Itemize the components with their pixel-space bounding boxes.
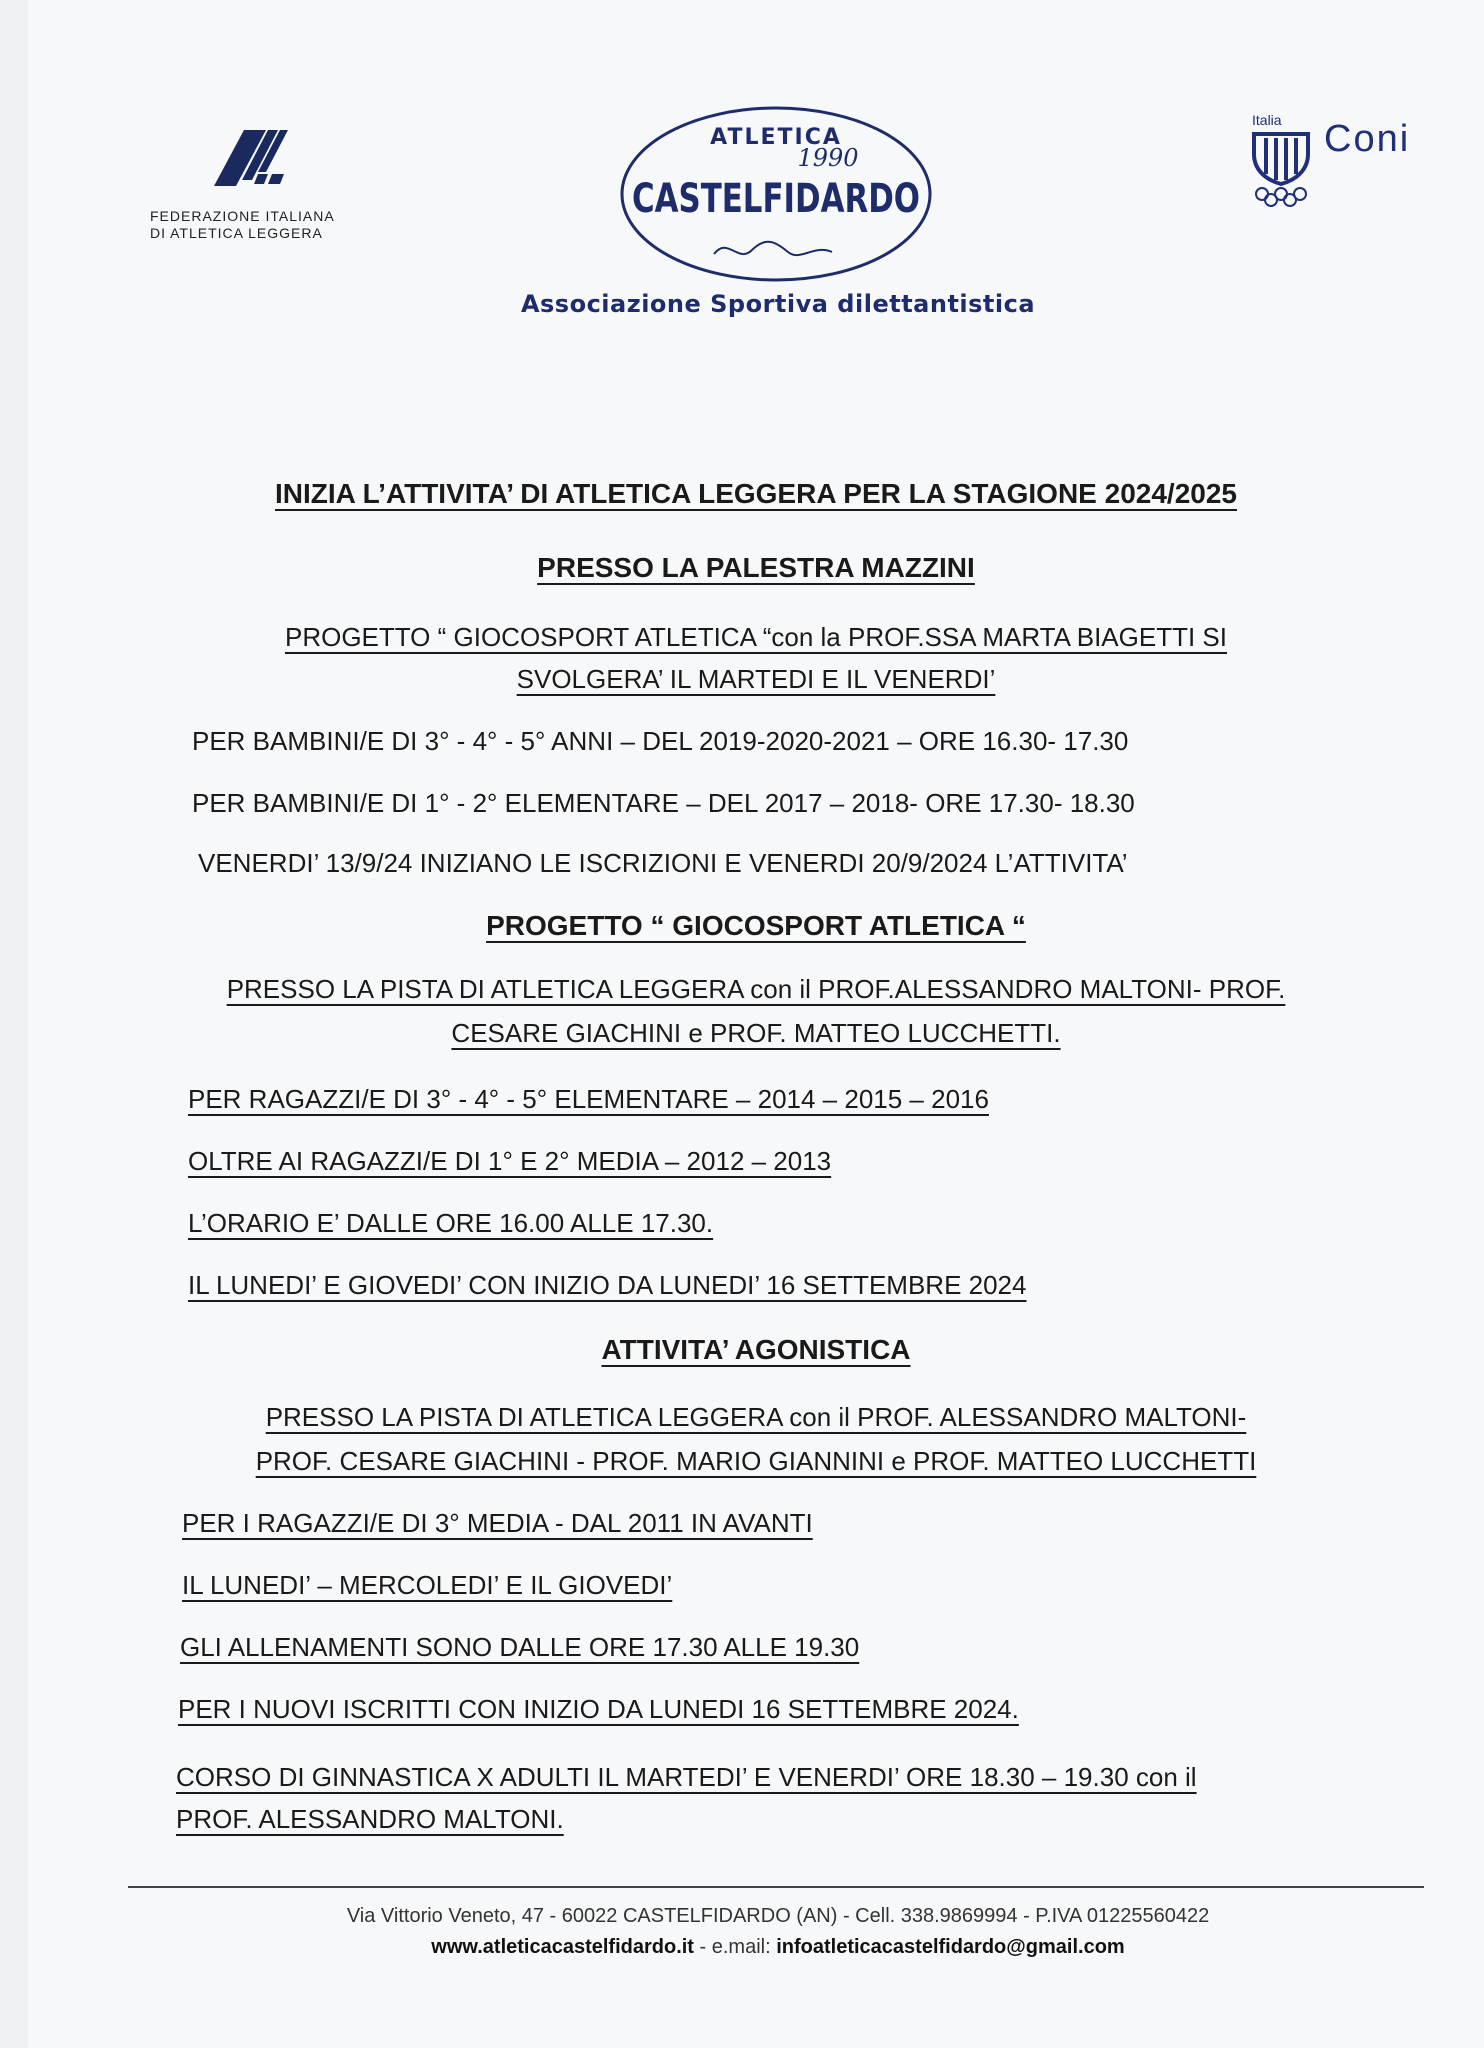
- footer-email-label: - e.mail:: [693, 1936, 777, 1958]
- fidal-name: [150, 208, 370, 242]
- signature-icon: [714, 242, 832, 255]
- pista1-line2: CESARE GIACHINI e PROF. MATTEO LUCCHETTI.: [451, 1018, 1061, 1048]
- pista1-line1: PRESSO LA PISTA DI ATLETICA LEGGERA con il PROF.ALESSANDRO MALTONI- PROF.: [226, 974, 1286, 1004]
- agonistica-heading: ATTIVITA’ AGONISTICA: [601, 1334, 911, 1365]
- fidal-logo-icon: [206, 130, 296, 208]
- lunedi-line: IL LUNEDI’ E GIOVEDI’ CON INIZIO DA LUNEDI’ 16 SETTEMBRE 2024: [188, 1270, 1027, 1300]
- footer-divider: [128, 1886, 1424, 1888]
- bambini-line2: PER BAMBINI/E DI 1° - 2° ELEMENTARE – DEL 2017 – 2018- ORE 17.30- 18.30: [192, 788, 1135, 818]
- fidal-name-line2: DI ATLETICA LEGGERA: [150, 225, 323, 241]
- flyer-page: [28, 0, 1484, 2048]
- orario-line: L’ORARIO E’ DALLE ORE 16.00 ALLE 17.30.: [188, 1208, 714, 1238]
- club-year-text: 1990: [797, 144, 859, 172]
- bambini-line1: PER BAMBINI/E DI 3° - 4° - 5° ANNI – DEL 2019-2020-2021 – ORE 16.30- 17.30: [192, 726, 1129, 756]
- progetto1-line2: SVOLGERA’ IL MARTEDI E IL VENERDI’: [516, 664, 996, 694]
- coni-logo: [1250, 112, 1430, 222]
- coni-italia-text: Italia: [1252, 112, 1282, 128]
- progetto2-heading: PROGETTO “ GIOCOSPORT ATLETICA “: [486, 910, 1026, 941]
- club-name-text: CASTELFIDARDO: [632, 176, 920, 222]
- coni-shield-icon: [1250, 128, 1312, 204]
- fidal-name-line1: FEDERAZIONE ITALIANA: [150, 208, 335, 224]
- footer-address: Via Vittorio Veneto, 47 - 60022 CASTELFIDARDO (AN) - Cell. 338.9869994 - P.IVA 01225560422: [346, 1905, 1210, 1927]
- pista2-line2: PROF. CESARE GIACHINI - PROF. MARIO GIANNINI e PROF. MATTEO LUCCHETTI: [255, 1446, 1257, 1476]
- nuovi-iscritti-line: PER I NUOVI ISCRITTI CON INIZIO DA LUNEDI 16 SETTEMBRE 2024.: [178, 1694, 1019, 1724]
- corso-line2: PROF. ALESSANDRO MALTONI.: [176, 1804, 564, 1834]
- ragazzi-line2: OLTRE AI RAGAZZI/E DI 1° E 2° MEDIA – 2012 – 2013: [188, 1146, 832, 1176]
- iscrizioni-line: VENERDI’ 13/9/24 INIZIANO LE ISCRIZIONI E VENERDI 20/9/2024 L’ATTIVITA’: [198, 848, 1128, 878]
- main-title: INIZIA L’ATTIVITA’ DI ATLETICA LEGGERA PER LA STAGIONE 2024/2025: [275, 478, 1237, 509]
- footer-contacts: [268, 1936, 1288, 1959]
- footer-email-link[interactable]: infoatleticacastelfidardo@gmail.com: [776, 1936, 1125, 1958]
- palestra-heading: PRESSO LA PALESTRA MAZZINI: [537, 552, 975, 583]
- giorni-line: IL LUNEDI’ – MERCOLEDI’ E IL GIOVEDI’: [182, 1570, 673, 1600]
- club-top-text: ATLETICA: [710, 125, 842, 150]
- progetto1-line1: PROGETTO “ GIOCOSPORT ATLETICA “con la PROF.SSA MARTA BIAGETTI SI: [284, 622, 1227, 652]
- allenamenti-line: GLI ALLENAMENTI SONO DALLE ORE 17.30 ALLE 19.30: [180, 1632, 860, 1662]
- corso-line1: CORSO DI GINNASTICA X ADULTI IL MARTEDI’ E VENERDI’ ORE 18.30 – 19.30 con il: [176, 1762, 1197, 1792]
- footer-website-link[interactable]: www.atleticacastelfidardo.it: [431, 1936, 694, 1958]
- pista2-line1: PRESSO LA PISTA DI ATLETICA LEGGERA con il PROF. ALESSANDRO MALTONI-: [265, 1402, 1247, 1432]
- coni-word-text: Coni: [1324, 118, 1411, 160]
- association-label: Associazione Sportiva dilettantistica: [520, 290, 1036, 318]
- media3-line: PER I RAGAZZI/E DI 3° MEDIA - DAL 2011 IN AVANTI: [182, 1508, 813, 1538]
- club-logo: [618, 104, 934, 284]
- ragazzi-line1: PER RAGAZZI/E DI 3° - 4° - 5° ELEMENTARE – 2014 – 2015 – 2016: [188, 1084, 989, 1114]
